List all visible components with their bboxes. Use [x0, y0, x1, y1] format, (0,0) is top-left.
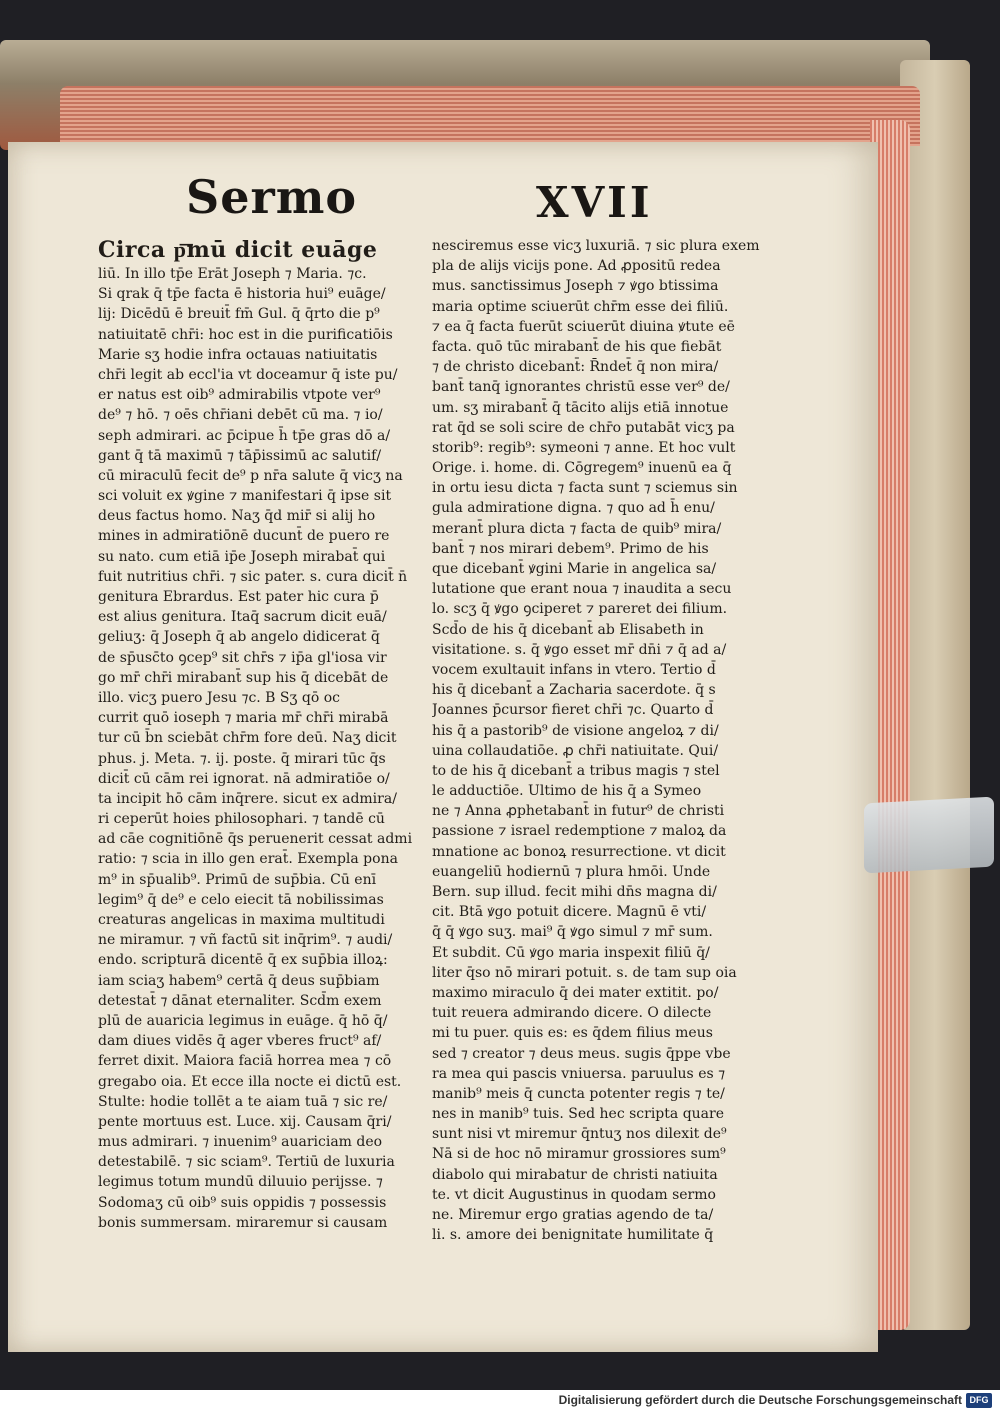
- text-line: Si qrak q̄ tp̄e facta ē historia hui⁹ euāge/: [98, 286, 386, 303]
- text-line: Circa p͞mū dicit euāge: [98, 237, 378, 263]
- text-column-right: [432, 236, 772, 1244]
- text-line: plū de auaricia legimus in euāge. q̄ hō q̄/: [98, 1012, 388, 1029]
- text-line: diabolo qui mirabatur de christi natiuita: [432, 1166, 718, 1183]
- text-line: phus. j. Meta. ⁊. ij. poste. q̄ mirari tūc q̄s: [98, 750, 386, 767]
- text-line: fuit nutritius chr̄i. ⁊ sic pater. s. cura dicit̄ n̄: [98, 568, 408, 585]
- text-line: natiuitatē chr̄i: hoc est in die purificatiōis: [98, 326, 393, 343]
- text-line: te. vt dicit Augustinus in quodam sermo: [432, 1186, 716, 1203]
- text-line: storib⁹: regib⁹: symeoni ⁊ anne. Et hoc vult: [432, 439, 736, 456]
- text-line: gant q̄ tā maximū ⁊ tāp̄issimū ac salutif/: [98, 447, 382, 464]
- text-line: pente mortuus est. Luce. xij. Causam q̄ri/: [98, 1113, 392, 1130]
- text-line: ne miramur. ⁊ vñ factū sit inq̄rim⁹. ⁊ audi/: [98, 932, 393, 949]
- text-line: Orige. i. home. di. Cōgregem⁹ inuenū ea q̄: [432, 460, 732, 477]
- text-line: go mr̄ chr̄i mirabant̄ sup his q̄ dicebāt de: [98, 669, 389, 686]
- text-line: er natus est oib⁹ admirabilis vtpote ver⁹: [98, 387, 381, 404]
- funding-credit: Digitalisierung gefördert durch die Deutsche Forschungsgemeinschaft: [558, 1393, 962, 1407]
- text-line: lij: Dicēdū ē breuit̄ fm̄ Gul. q̄ q̄rto die p⁹: [98, 306, 380, 323]
- text-line: bant̄ ⁊ nos mirari debem⁹. Primo de his: [432, 540, 709, 557]
- text-line: Joannes p̄cursor fieret chr̄i ⁊c. Quarto d̄: [432, 702, 714, 719]
- text-line: tur cū b̄n sciebāt chr̄m fore deū. Naʒ dicit: [98, 730, 397, 747]
- text-line: merant̄ plura dicta ⁊ facta de quib⁹ mira/: [432, 520, 722, 537]
- text-line: visitatione. s. q̄ ꝟgo esset mr̄ dn̄i ⁊ q̄ ad a/: [432, 641, 727, 658]
- text-line: de⁹ ⁊ hō. ⁊ oēs chr̄iani debēt cū ma. ⁊ io/: [98, 407, 383, 424]
- text-line: le adductiōe. Ultimo de his q̄ a Symeo: [432, 783, 702, 800]
- text-line: currit quō ioseph ⁊ maria mr̄ chr̄i mirabā: [98, 710, 389, 727]
- text-line: que dicebant̄ ꝟgini Marie in angelica sa/: [432, 561, 717, 577]
- text-line: li. s. amore dei benignitate humilitate q̄: [432, 1227, 714, 1244]
- text-line: detestabilē. ⁊ sic sciam⁹. Tertiū de luxuria: [98, 1154, 395, 1171]
- text-line: gregabo oia. Et ecce illa nocte ei dictū est.: [98, 1073, 402, 1090]
- text-line: nesciremus esse vicʒ luxuriā. ⁊ sic plura exem: [432, 238, 760, 254]
- text-line: deus factus homo. Naʒ q̄d mir̄ si alij ho: [98, 508, 376, 525]
- text-line: illo. vicʒ puero Jesu ⁊c. B Sʒ qō oc: [98, 689, 340, 706]
- text-line: ta incipit hō cām inq̄rere. sicut ex admira/: [98, 790, 397, 807]
- running-head-sermo: Sermo: [186, 170, 358, 224]
- text-line: legim⁹ q̄ de⁹ e celo eiecit tā nobilissimas: [98, 891, 384, 908]
- text-line: mi tu puer. quis es: es q̄dem filius meus: [432, 1025, 713, 1042]
- text-line: euangeliū hodiernū ⁊ plura hmōi. Unde: [432, 863, 711, 880]
- text-line: Et subdit. Cū ꝟgo maria inspexit filiū q̄/: [432, 944, 710, 961]
- text-line: sunt nisi vt miremur q̄ntuʒ nos dilexit de⁹: [432, 1126, 727, 1143]
- text-line: ratio: ⁊ scia in illo gen erat̄. Exempla pona: [98, 851, 398, 868]
- text-line: his q̄ a pastorib⁹ de visione angeloꝝ ⁊ di/: [432, 722, 719, 739]
- text-line: dam diues vidēs q̄ ager vberes fruct⁹ af/: [98, 1033, 382, 1050]
- text-line: ne ⁊ Anna ꝓphetabant̄ in futur⁹ de christi: [432, 803, 725, 820]
- dfg-logo: DFG: [966, 1393, 992, 1408]
- text-line: lo. scʒ q̄ ꝟgo ꝯciperet ⁊ pareret dei filium.: [432, 601, 728, 618]
- text-line: in ortu iesu dicta ⁊ facta sunt ⁊ sciemus sin: [432, 480, 738, 497]
- text-line: lutatione que erant noua ⁊ inaudita a secu: [432, 581, 732, 598]
- text-line: chr̄i legit ab eccl'ia vt doceamur q̄ iste pu/: [98, 366, 398, 383]
- text-line: q̄ q̄ ꝟgo suʒ. mai⁹ q̄ ꝟgo simul ⁊ mr̄ sum.: [432, 924, 713, 941]
- text-line: Marie sʒ hodie infra octauas natiuitatis: [98, 346, 378, 363]
- text-line: seph admirari. ac p̄cipue h̄ tp̄e gras dō a/: [98, 427, 391, 444]
- text-line: dicit̄ cū cām rei ignorat. nā admiratiōe o/: [98, 770, 390, 787]
- text-line: maria optime sciuerūt chr̄m esse dei filiū.: [432, 298, 729, 315]
- text-line: geliuʒ: q̄ Joseph q̄ ab angelo didicerat q̄: [98, 629, 380, 646]
- text-line: uina collaudatiōe. ꝓ chr̄i natiuitate. Qui/: [432, 742, 719, 759]
- footer-bar: [0, 1390, 1000, 1412]
- text-line: creaturas angelicas in maxima multitudi: [98, 912, 385, 928]
- text-line: sed ⁊ creator ⁊ deus meus. sugis q̄ppe vbe: [432, 1045, 731, 1062]
- text-line: gula admiratione digna. ⁊ quo ad h̄ enu/: [432, 500, 715, 517]
- text-line: de sp̄usc̄to ꝯcep⁹ sit chr̄s ⁊ ip̄a gl'iosa vir: [98, 649, 387, 666]
- text-line: um. sʒ mirabant̄ q̄ tācito alijs etiā innotue: [432, 399, 729, 416]
- text-line: rat q̄d se soli scire de chr̄o putabāt vicʒ pa: [432, 419, 735, 436]
- text-line: ri ceperūt hoies philosophari. ⁊ tandē cū: [98, 811, 385, 828]
- text-line: est alius genitura. Itaq̄ sacrum dicit euā/: [98, 609, 387, 626]
- text-line: ⁊ de christo dicebant̄: R̄ndet̄ q̄ non mira/: [432, 359, 719, 376]
- text-column-left: [98, 236, 438, 1236]
- text-line: tuit reuera admirando dicere. O dilecte: [432, 1005, 712, 1022]
- text-line: detestat̄ ⁊ dānat eternaliter. Scd̄m exem: [98, 992, 382, 1009]
- text-line: maximo miraculo q̄ dei mater extitit. po/: [432, 984, 719, 1001]
- text-line: su nato. cum etiā ip̄e Joseph mirabat̄ qui: [98, 548, 386, 565]
- text-line: nes in manib⁹ tuis. Sed hec scripta quare: [432, 1106, 724, 1123]
- text-line: his q̄ dicebant̄ a Zacharia sacerdote. q̄ s: [432, 682, 716, 699]
- text-line: ferret dixit. Maiora faciā horrea mea ⁊ cō: [98, 1053, 392, 1070]
- text-line: legimus totum mundū diluuio perijsse. ⁊: [98, 1174, 383, 1191]
- page-stack-top-edge: [60, 86, 920, 146]
- text-line: endo. scripturā dicentē q̄ ex sup̄bia illoꝝ:: [98, 952, 388, 969]
- text-line: vocem exultauit infans in vtero. Tertio d̄: [432, 661, 716, 678]
- text-line: mnatione ac bonoꝝ resurrectione. vt dicit: [432, 843, 726, 860]
- text-line: bonis summersam. miraremur si causam: [98, 1214, 388, 1231]
- text-line: mus. sanctissimus Joseph ⁊ ꝟgo btissima: [432, 278, 719, 295]
- text-line: sci voluit ex ꝟgine ⁊ manifestari q̄ ipse sit: [98, 488, 392, 505]
- text-line: mines in admiratiōnē ducunt̄ de puero re: [98, 528, 390, 545]
- text-line: facta. quō tūc mirabant̄ de his que fiebāt: [432, 338, 722, 355]
- text-line: ⁊ ea q̄ facta fuerūt sciuerūt diuina ꝟtute eē: [432, 318, 735, 335]
- text-line: Bern. sup illud. fecit mihi dn̄s magna di/: [432, 884, 717, 900]
- text-line: m⁹ in sp̄ualib⁹. Primū de sup̄bia. Cū enī: [98, 871, 377, 888]
- text-line: liū. In illo tp̄e Erāt Joseph ⁊ Maria. ⁊c.: [98, 266, 367, 282]
- book-cover-right: [900, 60, 970, 1330]
- text-line: Scd̄o de his q̄ dicebant̄ ab Elisabeth in: [432, 621, 704, 638]
- text-line: cit. Btā ꝟgo potuit dicere. Magnū ē vti/: [432, 904, 707, 921]
- text-line: cū miraculū fecit de⁹ p nr̄a salute q̄ vicʒ na: [98, 467, 403, 484]
- text-line: ne. Miremur ergo gratias agendo de ta/: [432, 1207, 714, 1223]
- text-line: Nā si de hoc nō miramur grossiores sum⁹: [432, 1146, 726, 1163]
- text-line: Stulte: hodie tollēt a te aiam tuā ⁊ sic re/: [98, 1093, 388, 1110]
- text-line: iam sciaʒ habem⁹ certā q̄ deus sup̄biam: [98, 972, 380, 989]
- text-line: ad cāe cognitiōnē q̄s peruenerit cessat admi: [98, 831, 413, 848]
- text-line: mus admirari. ⁊ inuenim⁹ auariciam deo: [98, 1134, 383, 1151]
- text-line: manib⁹ meis q̄ cuncta potenter regis ⁊ te/: [432, 1085, 725, 1102]
- text-line: ra mea qui pascis vniuersa. paruulus es ⁊: [432, 1065, 726, 1082]
- text-line: to de his q̄ dicebant̄ a tribus magis ⁊ stel: [432, 762, 720, 779]
- text-line: Sodomaʒ cū oib⁹ suis oppidis ⁊ possessis: [98, 1194, 387, 1211]
- text-line: bant̄ tanq̄ ignorantes christū esse ver⁹ de/: [432, 379, 730, 396]
- page-clip-holder: [864, 797, 994, 874]
- text-line: liter q̄so nō mirari potuit. s. de tam sup oia: [432, 964, 737, 981]
- text-line: passione ⁊ israel redemptione ⁊ maloꝝ da: [432, 823, 727, 840]
- text-line: pla de alijs vicijs pone. Ad ꝓpositū redea: [432, 258, 721, 275]
- text-line: genitura Ebrardus. Est pater hic cura p̄: [98, 589, 379, 605]
- running-head-number: XVII: [536, 178, 653, 227]
